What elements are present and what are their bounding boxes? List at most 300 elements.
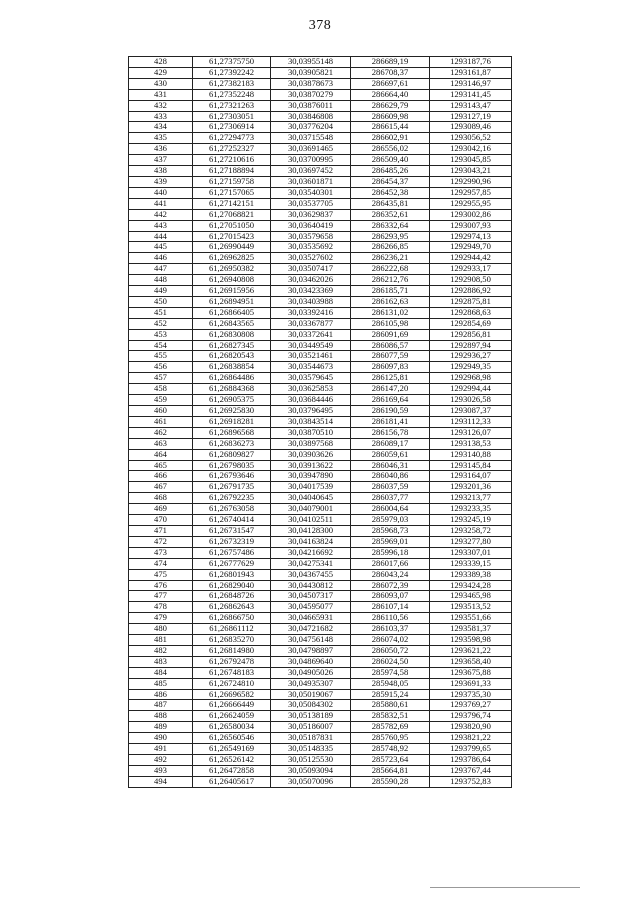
x-coordinate-cell: 286509,40 [351, 155, 430, 166]
point-number-cell: 470 [129, 515, 193, 526]
table-row [129, 722, 512, 733]
table-row [129, 89, 512, 100]
y-coordinate-cell: 1292868,63 [430, 307, 512, 318]
coordinates-table [128, 56, 512, 788]
latitude-cell: 61,26990449 [193, 242, 271, 253]
latitude-cell: 61,26724810 [193, 678, 271, 689]
table-row [129, 416, 512, 427]
y-coordinate-cell: 1293127,19 [430, 111, 512, 122]
latitude-cell: 61,26925830 [193, 406, 271, 417]
point-number-cell: 457 [129, 373, 193, 384]
longitude-cell: 30,03870279 [271, 89, 351, 100]
latitude-cell: 61,27159758 [193, 176, 271, 187]
point-number-cell: 462 [129, 427, 193, 438]
point-number-cell: 463 [129, 438, 193, 449]
table-row [129, 515, 512, 526]
table-row [129, 307, 512, 318]
longitude-cell: 30,04869640 [271, 656, 351, 667]
longitude-cell: 30,03691465 [271, 144, 351, 155]
latitude-cell: 61,26809827 [193, 449, 271, 460]
longitude-cell: 30,05070096 [271, 776, 351, 787]
latitude-cell: 61,26918281 [193, 416, 271, 427]
point-number-cell: 467 [129, 482, 193, 493]
longitude-cell: 30,04017539 [271, 482, 351, 493]
y-coordinate-cell: 1293140,88 [430, 449, 512, 460]
table-row [129, 558, 512, 569]
table-row [129, 122, 512, 133]
x-coordinate-cell: 286664,40 [351, 89, 430, 100]
x-coordinate-cell: 286091,69 [351, 329, 430, 340]
point-number-cell: 469 [129, 504, 193, 515]
table-row [129, 504, 512, 515]
longitude-cell: 30,04595077 [271, 602, 351, 613]
latitude-cell: 61,26666449 [193, 700, 271, 711]
latitude-cell: 61,26861112 [193, 624, 271, 635]
table-row [129, 373, 512, 384]
table-row [129, 689, 512, 700]
x-coordinate-cell: 286107,14 [351, 602, 430, 613]
table-row [129, 176, 512, 187]
y-coordinate-cell: 1292957,85 [430, 187, 512, 198]
point-number-cell: 468 [129, 493, 193, 504]
longitude-cell: 30,05148335 [271, 744, 351, 755]
point-number-cell: 445 [129, 242, 193, 253]
point-number-cell: 431 [129, 89, 193, 100]
y-coordinate-cell: 1292908,50 [430, 275, 512, 286]
y-coordinate-cell: 1293598,98 [430, 635, 512, 646]
y-coordinate-cell: 1292990,96 [430, 176, 512, 187]
x-coordinate-cell: 286156,78 [351, 427, 430, 438]
longitude-cell: 30,03540301 [271, 187, 351, 198]
point-number-cell: 492 [129, 755, 193, 766]
latitude-cell: 61,26820543 [193, 351, 271, 362]
longitude-cell: 30,03955148 [271, 57, 351, 68]
latitude-cell: 61,26798035 [193, 460, 271, 471]
latitude-cell: 61,26777629 [193, 558, 271, 569]
table-row [129, 67, 512, 78]
y-coordinate-cell: 1293043,21 [430, 166, 512, 177]
longitude-cell: 30,03776204 [271, 122, 351, 133]
longitude-cell: 30,04367455 [271, 569, 351, 580]
table-row [129, 493, 512, 504]
table-row [129, 591, 512, 602]
point-number-cell: 460 [129, 406, 193, 417]
latitude-cell: 61,26549169 [193, 744, 271, 755]
table-row [129, 144, 512, 155]
latitude-cell: 61,26896568 [193, 427, 271, 438]
latitude-cell: 61,26763058 [193, 504, 271, 515]
x-coordinate-cell: 286162,63 [351, 296, 430, 307]
point-number-cell: 489 [129, 722, 193, 733]
x-coordinate-cell: 286236,21 [351, 253, 430, 264]
latitude-cell: 61,26827345 [193, 340, 271, 351]
longitude-cell: 30,03870510 [271, 427, 351, 438]
longitude-cell: 30,05187831 [271, 733, 351, 744]
latitude-cell: 61,27303051 [193, 111, 271, 122]
y-coordinate-cell: 1293786,64 [430, 755, 512, 766]
point-number-cell: 429 [129, 67, 193, 78]
coordinates-table-body [129, 57, 512, 788]
x-coordinate-cell: 286105,98 [351, 318, 430, 329]
x-coordinate-cell: 286352,61 [351, 209, 430, 220]
latitude-cell: 61,26696582 [193, 689, 271, 700]
longitude-cell: 30,04040645 [271, 493, 351, 504]
y-coordinate-cell: 1293769,27 [430, 700, 512, 711]
y-coordinate-cell: 1293277,80 [430, 536, 512, 547]
y-coordinate-cell: 1293002,86 [430, 209, 512, 220]
longitude-cell: 30,05093094 [271, 765, 351, 776]
x-coordinate-cell: 286086,57 [351, 340, 430, 351]
point-number-cell: 435 [129, 133, 193, 144]
longitude-cell: 30,04163824 [271, 536, 351, 547]
point-number-cell: 439 [129, 176, 193, 187]
x-coordinate-cell: 286629,79 [351, 100, 430, 111]
y-coordinate-cell: 1293424,28 [430, 580, 512, 591]
longitude-cell: 30,04935307 [271, 678, 351, 689]
longitude-cell: 30,04507317 [271, 591, 351, 602]
longitude-cell: 30,03947890 [271, 471, 351, 482]
x-coordinate-cell: 286074,02 [351, 635, 430, 646]
point-number-cell: 477 [129, 591, 193, 602]
y-coordinate-cell: 1293621,22 [430, 645, 512, 656]
point-number-cell: 433 [129, 111, 193, 122]
point-number-cell: 452 [129, 318, 193, 329]
y-coordinate-cell: 1292856,81 [430, 329, 512, 340]
point-number-cell: 493 [129, 765, 193, 776]
y-coordinate-cell: 1293126,07 [430, 427, 512, 438]
point-number-cell: 487 [129, 700, 193, 711]
latitude-cell: 61,26830808 [193, 329, 271, 340]
y-coordinate-cell: 1293821,22 [430, 733, 512, 744]
longitude-cell: 30,03544673 [271, 362, 351, 373]
point-number-cell: 437 [129, 155, 193, 166]
y-coordinate-cell: 1293042,16 [430, 144, 512, 155]
x-coordinate-cell: 286435,81 [351, 198, 430, 209]
table-row [129, 209, 512, 220]
x-coordinate-cell: 285748,92 [351, 744, 430, 755]
point-number-cell: 432 [129, 100, 193, 111]
table-row [129, 427, 512, 438]
x-coordinate-cell: 286059,61 [351, 449, 430, 460]
longitude-cell: 30,03846808 [271, 111, 351, 122]
latitude-cell: 61,26950382 [193, 264, 271, 275]
table-row [129, 744, 512, 755]
point-number-cell: 472 [129, 536, 193, 547]
y-coordinate-cell: 1293146,97 [430, 78, 512, 89]
latitude-cell: 61,26405617 [193, 776, 271, 787]
longitude-cell: 30,03796495 [271, 406, 351, 417]
latitude-cell: 61,26580034 [193, 722, 271, 733]
point-number-cell: 458 [129, 384, 193, 395]
longitude-cell: 30,03629837 [271, 209, 351, 220]
longitude-cell: 30,04756148 [271, 635, 351, 646]
longitude-cell: 30,03601871 [271, 176, 351, 187]
y-coordinate-cell: 1293245,19 [430, 515, 512, 526]
latitude-cell: 61,26838854 [193, 362, 271, 373]
point-number-cell: 440 [129, 187, 193, 198]
point-number-cell: 461 [129, 416, 193, 427]
longitude-cell: 30,03537705 [271, 198, 351, 209]
point-number-cell: 476 [129, 580, 193, 591]
latitude-cell: 61,26884368 [193, 384, 271, 395]
y-coordinate-cell: 1292933,17 [430, 264, 512, 275]
y-coordinate-cell: 1292886,92 [430, 286, 512, 297]
y-coordinate-cell: 1293026,58 [430, 395, 512, 406]
x-coordinate-cell: 286222,68 [351, 264, 430, 275]
latitude-cell: 61,27188894 [193, 166, 271, 177]
point-number-cell: 450 [129, 296, 193, 307]
table-row [129, 678, 512, 689]
point-number-cell: 443 [129, 220, 193, 231]
table-row [129, 547, 512, 558]
table-row [129, 667, 512, 678]
y-coordinate-cell: 1293820,90 [430, 722, 512, 733]
table-row [129, 220, 512, 231]
table-row [129, 57, 512, 68]
latitude-cell: 61,26836273 [193, 438, 271, 449]
latitude-cell: 61,26862643 [193, 602, 271, 613]
latitude-cell: 61,27382183 [193, 78, 271, 89]
x-coordinate-cell: 285880,61 [351, 700, 430, 711]
x-coordinate-cell: 286110,56 [351, 613, 430, 624]
point-number-cell: 488 [129, 711, 193, 722]
point-number-cell: 482 [129, 645, 193, 656]
x-coordinate-cell: 286072,39 [351, 580, 430, 591]
point-number-cell: 453 [129, 329, 193, 340]
y-coordinate-cell: 1293513,52 [430, 602, 512, 613]
longitude-cell: 30,03897568 [271, 438, 351, 449]
x-coordinate-cell: 286689,19 [351, 57, 430, 68]
latitude-cell: 61,27306914 [193, 122, 271, 133]
x-coordinate-cell: 286040,86 [351, 471, 430, 482]
table-row [129, 198, 512, 209]
latitude-cell: 61,26915956 [193, 286, 271, 297]
latitude-cell: 61,26814980 [193, 645, 271, 656]
x-coordinate-cell: 286169,64 [351, 395, 430, 406]
point-number-cell: 474 [129, 558, 193, 569]
y-coordinate-cell: 1293112,33 [430, 416, 512, 427]
point-number-cell: 471 [129, 525, 193, 536]
latitude-cell: 61,26801943 [193, 569, 271, 580]
x-coordinate-cell: 285760,95 [351, 733, 430, 744]
table-row [129, 635, 512, 646]
x-coordinate-cell: 286454,37 [351, 176, 430, 187]
y-coordinate-cell: 1293581,37 [430, 624, 512, 635]
latitude-cell: 61,27051050 [193, 220, 271, 231]
latitude-cell: 61,26792478 [193, 656, 271, 667]
longitude-cell: 30,04665931 [271, 613, 351, 624]
point-number-cell: 446 [129, 253, 193, 264]
longitude-cell: 30,03878673 [271, 78, 351, 89]
x-coordinate-cell: 286147,20 [351, 384, 430, 395]
longitude-cell: 30,05125530 [271, 755, 351, 766]
latitude-cell: 61,27392242 [193, 67, 271, 78]
point-number-cell: 456 [129, 362, 193, 373]
y-coordinate-cell: 1293007,93 [430, 220, 512, 231]
point-number-cell: 484 [129, 667, 193, 678]
table-row [129, 275, 512, 286]
y-coordinate-cell: 1293389,38 [430, 569, 512, 580]
table-row [129, 296, 512, 307]
longitude-cell: 30,03535692 [271, 242, 351, 253]
table-row [129, 264, 512, 275]
point-number-cell: 490 [129, 733, 193, 744]
point-number-cell: 473 [129, 547, 193, 558]
x-coordinate-cell: 286089,17 [351, 438, 430, 449]
latitude-cell: 61,27210616 [193, 155, 271, 166]
y-coordinate-cell: 1293767,44 [430, 765, 512, 776]
x-coordinate-cell: 286097,83 [351, 362, 430, 373]
point-number-cell: 434 [129, 122, 193, 133]
latitude-cell: 61,26829040 [193, 580, 271, 591]
longitude-cell: 30,03449549 [271, 340, 351, 351]
x-coordinate-cell: 286212,76 [351, 275, 430, 286]
table-row [129, 340, 512, 351]
table-row [129, 100, 512, 111]
y-coordinate-cell: 1293138,53 [430, 438, 512, 449]
y-coordinate-cell: 1293164,07 [430, 471, 512, 482]
x-coordinate-cell: 286050,72 [351, 645, 430, 656]
latitude-cell: 61,27157065 [193, 187, 271, 198]
point-number-cell: 428 [129, 57, 193, 68]
latitude-cell: 61,26731547 [193, 525, 271, 536]
point-number-cell: 442 [129, 209, 193, 220]
point-number-cell: 455 [129, 351, 193, 362]
y-coordinate-cell: 1292949,35 [430, 362, 512, 373]
longitude-cell: 30,04128300 [271, 525, 351, 536]
table-row [129, 656, 512, 667]
y-coordinate-cell: 1293213,77 [430, 493, 512, 504]
y-coordinate-cell: 1293056,52 [430, 133, 512, 144]
x-coordinate-cell: 286024,50 [351, 656, 430, 667]
longitude-cell: 30,03640419 [271, 220, 351, 231]
y-coordinate-cell: 1293141,45 [430, 89, 512, 100]
longitude-cell: 30,04079001 [271, 504, 351, 515]
x-coordinate-cell: 286131,02 [351, 307, 430, 318]
y-coordinate-cell: 1293339,15 [430, 558, 512, 569]
latitude-cell: 61,26560546 [193, 733, 271, 744]
table-row [129, 569, 512, 580]
y-coordinate-cell: 1293161,87 [430, 67, 512, 78]
longitude-cell: 30,05084302 [271, 700, 351, 711]
x-coordinate-cell: 286093,07 [351, 591, 430, 602]
latitude-cell: 61,27142151 [193, 198, 271, 209]
x-coordinate-cell: 285723,64 [351, 755, 430, 766]
longitude-cell: 30,04275341 [271, 558, 351, 569]
y-coordinate-cell: 1293087,37 [430, 406, 512, 417]
y-coordinate-cell: 1293143,47 [430, 100, 512, 111]
longitude-cell: 30,04798897 [271, 645, 351, 656]
y-coordinate-cell: 1293551,66 [430, 613, 512, 624]
x-coordinate-cell: 286190,59 [351, 406, 430, 417]
x-coordinate-cell: 285782,69 [351, 722, 430, 733]
x-coordinate-cell: 286077,59 [351, 351, 430, 362]
y-coordinate-cell: 1292875,81 [430, 296, 512, 307]
x-coordinate-cell: 285832,51 [351, 711, 430, 722]
point-number-cell: 466 [129, 471, 193, 482]
longitude-cell: 30,04905026 [271, 667, 351, 678]
latitude-cell: 61,26748183 [193, 667, 271, 678]
y-coordinate-cell: 1292955,95 [430, 198, 512, 209]
latitude-cell: 61,26866750 [193, 613, 271, 624]
x-coordinate-cell: 285968,73 [351, 525, 430, 536]
x-coordinate-cell: 286125,81 [351, 373, 430, 384]
table-row [129, 406, 512, 417]
point-number-cell: 438 [129, 166, 193, 177]
table-row [129, 187, 512, 198]
point-number-cell: 430 [129, 78, 193, 89]
point-number-cell: 447 [129, 264, 193, 275]
latitude-cell: 61,26757486 [193, 547, 271, 558]
point-number-cell: 459 [129, 395, 193, 406]
x-coordinate-cell: 286103,37 [351, 624, 430, 635]
y-coordinate-cell: 1293799,65 [430, 744, 512, 755]
longitude-cell: 30,03372641 [271, 329, 351, 340]
table-row [129, 351, 512, 362]
point-number-cell: 451 [129, 307, 193, 318]
table-row [129, 231, 512, 242]
table-row [129, 580, 512, 591]
point-number-cell: 475 [129, 569, 193, 580]
y-coordinate-cell: 1292936,27 [430, 351, 512, 362]
table-row [129, 318, 512, 329]
x-coordinate-cell: 286037,77 [351, 493, 430, 504]
x-coordinate-cell: 286452,38 [351, 187, 430, 198]
longitude-cell: 30,03521461 [271, 351, 351, 362]
longitude-cell: 30,03579658 [271, 231, 351, 242]
longitude-cell: 30,05138189 [271, 711, 351, 722]
table-row [129, 395, 512, 406]
footer-rule [430, 887, 580, 888]
x-coordinate-cell: 285974,58 [351, 667, 430, 678]
y-coordinate-cell: 1293675,88 [430, 667, 512, 678]
table-row [129, 362, 512, 373]
point-number-cell: 454 [129, 340, 193, 351]
point-number-cell: 478 [129, 602, 193, 613]
latitude-cell: 61,26835270 [193, 635, 271, 646]
longitude-cell: 30,03876011 [271, 100, 351, 111]
page-number: 378 [308, 18, 332, 33]
longitude-cell: 30,03507417 [271, 264, 351, 275]
y-coordinate-cell: 1292854,69 [430, 318, 512, 329]
x-coordinate-cell: 285948,05 [351, 678, 430, 689]
y-coordinate-cell: 1293658,40 [430, 656, 512, 667]
x-coordinate-cell: 285969,01 [351, 536, 430, 547]
table-row [129, 733, 512, 744]
point-number-cell: 491 [129, 744, 193, 755]
point-number-cell: 485 [129, 678, 193, 689]
longitude-cell: 30,03905821 [271, 67, 351, 78]
table-row [129, 242, 512, 253]
longitude-cell: 30,04102511 [271, 515, 351, 526]
table-row [129, 111, 512, 122]
table-row [129, 329, 512, 340]
latitude-cell: 61,27352248 [193, 89, 271, 100]
table-row [129, 460, 512, 471]
x-coordinate-cell: 285979,03 [351, 515, 430, 526]
x-coordinate-cell: 286046,31 [351, 460, 430, 471]
latitude-cell: 61,26940808 [193, 275, 271, 286]
point-number-cell: 480 [129, 624, 193, 635]
table-row [129, 384, 512, 395]
y-coordinate-cell: 1293465,98 [430, 591, 512, 602]
table-row [129, 602, 512, 613]
table-row [129, 133, 512, 144]
x-coordinate-cell: 286181,41 [351, 416, 430, 427]
latitude-cell: 61,26791735 [193, 482, 271, 493]
y-coordinate-cell: 1293233,35 [430, 504, 512, 515]
y-coordinate-cell: 1292994,44 [430, 384, 512, 395]
